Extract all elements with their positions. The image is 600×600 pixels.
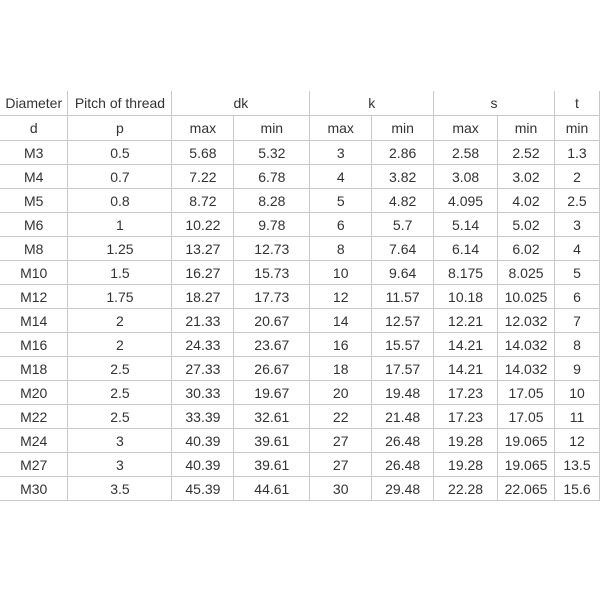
table-cell: 2.5 [68,381,172,405]
table-cell: 9.78 [234,213,310,237]
header-t: t [554,91,599,116]
table-cell: 8 [310,237,372,261]
table-cell: 22.28 [434,477,498,501]
table-cell: 1.3 [554,141,599,165]
table-cell: 33.39 [172,405,234,429]
table-cell: 0.7 [68,165,172,189]
table-cell: 16.27 [172,261,234,285]
table-row [0,333,600,357]
table-cell: 15.73 [234,261,310,285]
table-cell: 3 [68,453,172,477]
table-cell: 10 [554,381,599,405]
table-cell: 40.39 [172,453,234,477]
table-cell: 5 [310,189,372,213]
table-cell: 14.21 [434,333,498,357]
table-row [0,189,600,213]
table-cell: M4 [0,165,68,189]
table-cell: 12.57 [372,309,434,333]
table-cell: 19.065 [498,453,555,477]
table-cell: 8.175 [434,261,498,285]
table-row [0,405,600,429]
header-row-2 [0,116,600,141]
table-cell: 30.33 [172,381,234,405]
table-cell: 24.33 [172,333,234,357]
table-cell: 12 [310,285,372,309]
table-cell: 10 [310,261,372,285]
table-cell: 18 [310,357,372,381]
table-cell: 32.61 [234,405,310,429]
header-row-1 [0,91,600,116]
table-cell: 5.02 [498,213,555,237]
table-cell: 18.27 [172,285,234,309]
table-cell: 13.27 [172,237,234,261]
table-cell: 14.032 [498,333,555,357]
table-cell: M8 [0,237,68,261]
table-cell: 4.095 [434,189,498,213]
table-cell: M12 [0,285,68,309]
table-cell: 2.52 [498,141,555,165]
subheader-s-min: min [498,116,555,141]
table-cell: 14.21 [434,357,498,381]
table-cell: 19.28 [434,429,498,453]
table-cell: M24 [0,429,68,453]
table-cell: 12 [554,429,599,453]
table-cell: 3.82 [372,165,434,189]
table-row [0,309,600,333]
table-cell: 17.23 [434,381,498,405]
table-cell: M20 [0,381,68,405]
table-cell: 14 [310,309,372,333]
table-cell: 2.5 [554,189,599,213]
table-cell: 2.5 [68,357,172,381]
table-row [0,357,600,381]
table-cell: M5 [0,189,68,213]
table-cell: 8.72 [172,189,234,213]
table-cell: 26.48 [372,453,434,477]
table-cell: M18 [0,357,68,381]
table-cell: 20 [310,381,372,405]
table-cell: 23.67 [234,333,310,357]
table-cell: 2 [68,309,172,333]
table-cell: 1.75 [68,285,172,309]
table-cell: 1.5 [68,261,172,285]
table-cell: 8 [554,333,599,357]
table-cell: M22 [0,405,68,429]
header-diameter: Diameter [0,91,68,116]
table-cell: 17.57 [372,357,434,381]
table-cell: 17.73 [234,285,310,309]
table-cell: M14 [0,309,68,333]
table-cell: 12.21 [434,309,498,333]
subheader-k-max: max [310,116,372,141]
table-cell: M27 [0,453,68,477]
header-k: k [310,91,434,116]
table-cell: 3 [310,141,372,165]
table-cell: 5.68 [172,141,234,165]
table-row [0,477,600,501]
table-cell: 0.5 [68,141,172,165]
header-s: s [434,91,555,116]
table-cell: 6 [310,213,372,237]
table-cell: 2 [68,333,172,357]
table-row [0,453,600,477]
table-cell: 3.5 [68,477,172,501]
table-cell: 22.065 [498,477,555,501]
subheader-k-min: min [372,116,434,141]
table-cell: 16 [310,333,372,357]
table-cell: 11 [554,405,599,429]
table-cell: 5.14 [434,213,498,237]
table-cell: 3.08 [434,165,498,189]
table-cell: 4 [310,165,372,189]
table-cell: 5.32 [234,141,310,165]
table-cell: 3 [554,213,599,237]
table-row [0,237,600,261]
table-cell: 15.57 [372,333,434,357]
table-cell: 29.48 [372,477,434,501]
table-row [0,261,600,285]
table-cell: 2 [554,165,599,189]
table-row [0,141,600,165]
subheader-dk-max: max [172,116,234,141]
header-pitch: Pitch of thread [68,91,172,116]
table-cell: 44.61 [234,477,310,501]
subheader-s-max: max [434,116,498,141]
table-cell: 1 [68,213,172,237]
table-cell: 17.23 [434,405,498,429]
table-cell: 7 [554,309,599,333]
table-cell: 27 [310,429,372,453]
table-cell: 10.18 [434,285,498,309]
table-cell: 2.58 [434,141,498,165]
table-cell: 27.33 [172,357,234,381]
table-cell: 9.64 [372,261,434,285]
table-row [0,285,600,309]
table-cell: 26.48 [372,429,434,453]
table-cell: 10.22 [172,213,234,237]
table-cell: 20.67 [234,309,310,333]
table-cell: 12.032 [498,309,555,333]
table-row [0,429,600,453]
table-cell: 6 [554,285,599,309]
table-cell: 2.86 [372,141,434,165]
table-cell: 7.64 [372,237,434,261]
subheader-p: p [68,116,172,141]
table-cell: 3 [68,429,172,453]
table-cell: 19.48 [372,381,434,405]
table-cell: 5.7 [372,213,434,237]
table-cell: 39.61 [234,429,310,453]
table-cell: 14.032 [498,357,555,381]
table-cell: 15.6 [554,477,599,501]
table-cell: 10.025 [498,285,555,309]
table-cell: 39.61 [234,453,310,477]
table-cell: 6.78 [234,165,310,189]
table-cell: 6.02 [498,237,555,261]
table-cell: 7.22 [172,165,234,189]
table-cell: 19.28 [434,453,498,477]
table-cell: 0.8 [68,189,172,213]
table-cell: 27 [310,453,372,477]
table-cell: 22 [310,405,372,429]
table-cell: 40.39 [172,429,234,453]
table-cell: 4.82 [372,189,434,213]
screw-dimension-table [0,91,600,501]
table-cell: 19.67 [234,381,310,405]
table-cell: M6 [0,213,68,237]
table-cell: 17.05 [498,405,555,429]
table-cell: 30 [310,477,372,501]
table-cell: 8.28 [234,189,310,213]
table-cell: 11.57 [372,285,434,309]
table-cell: 19.065 [498,429,555,453]
table-cell: 4.02 [498,189,555,213]
table-cell: 26.67 [234,357,310,381]
table-cell: 13.5 [554,453,599,477]
table-cell: 5 [554,261,599,285]
table-cell: 12.73 [234,237,310,261]
table-cell: 21.33 [172,309,234,333]
table-cell: 6.14 [434,237,498,261]
table-cell: 2.5 [68,405,172,429]
table-row [0,381,600,405]
table-cell: M3 [0,141,68,165]
table-cell: 1.25 [68,237,172,261]
table-cell: M30 [0,477,68,501]
subheader-t-min: min [554,116,599,141]
subheader-dk-min: min [234,116,310,141]
table-row [0,213,600,237]
table-cell: 8.025 [498,261,555,285]
table-cell: M16 [0,333,68,357]
table-cell: 21.48 [372,405,434,429]
table-cell: 17.05 [498,381,555,405]
table-row [0,165,600,189]
header-dk: dk [172,91,310,116]
table-cell: 45.39 [172,477,234,501]
table-cell: 3.02 [498,165,555,189]
subheader-d: d [0,116,68,141]
table-cell: 4 [554,237,599,261]
table-cell: 9 [554,357,599,381]
table-cell: M10 [0,261,68,285]
